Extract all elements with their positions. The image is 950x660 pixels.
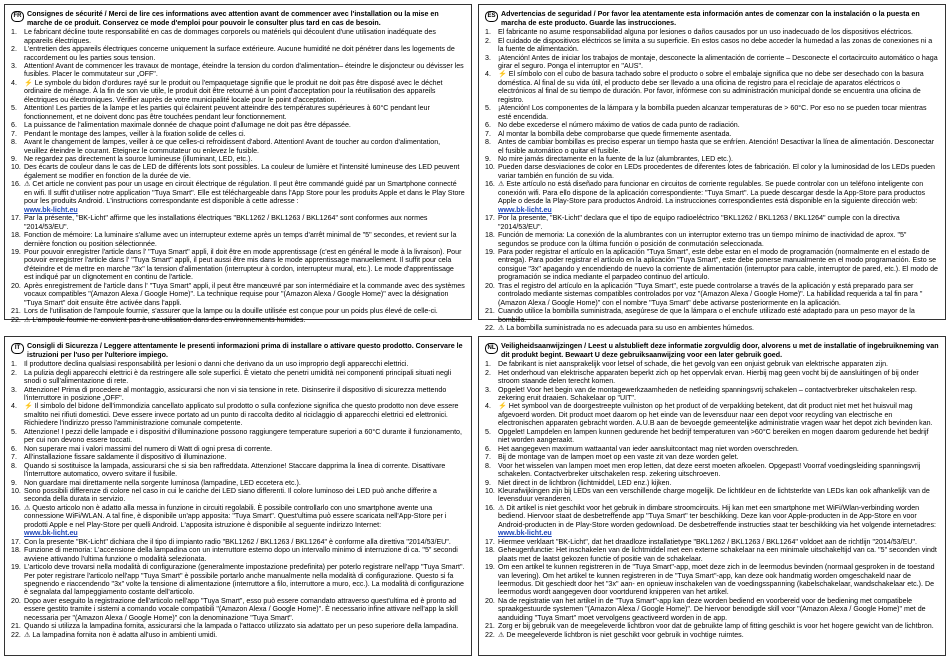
item-number: 5. (11, 427, 17, 436)
item-text (498, 54, 939, 71)
panel-header (11, 10, 465, 27)
item-number: 18. (485, 231, 495, 240)
item-text (498, 360, 939, 368)
list-item (485, 597, 939, 622)
item-text-body: Antes de cambiar bombillas es preciso esperar un tiempo hasta que se enfríen. Atención! Desactivar la línea de alimentación. Desconectar el fusible automático o quitar el fusible. (498, 138, 935, 155)
item-text-body: ¡Atención! Los componentes de la lámpara y la bombilla pueden alcanzar temperaturas de > 60°C. Por eso no se pueden tocar mientras esté encendida. (498, 104, 927, 121)
item-text-body: Tras el registro del artículo en la aplicación "Tuya Smart", este puede controlarse a través de la aplicación y está preparado para ser controlado mediante sistemas compatibles controlados por voz "(Amazon Alexa / Google Home)". La habilidad requerida a tal fin para "(Amazon Alexa / Google Home)" con el nombre "Tuya Smart" debe activarse posteriormente en la aplicación. (498, 281, 923, 307)
item-text (24, 79, 465, 104)
item-text-body: Niet direct in de lichtbron (lichtmiddel, LED enz.) kijken. (498, 478, 672, 487)
website-link[interactable]: www.bk-licht.eu (498, 205, 552, 214)
item-text (24, 62, 465, 79)
item-text-body: ⚡ Het symbool van de doorgestreepte vuilniston op het product of de verpakking betekent, dat dit product niet met het huisvuil mag afgevoerd worden. Dit product moet daarom op het einde van de levensduur naar een depot voor recycling van electrische en electronischen apparaten gebracht worden. A.U.B aan de bevoegde gemeentelijke administratie vragen waar het depot zich bevinden kan. (498, 402, 933, 428)
panel-es (478, 4, 946, 333)
list-item (485, 369, 939, 386)
item-text-body: ⚠ De meegeleverde lichtbron is niet geschikt voor gebruik in vochtige ruimtes. (498, 630, 744, 639)
list-item (11, 479, 465, 487)
item-text-body: Pendant le montage des lampes, veiller à la fixation solide de celles ci. (24, 129, 246, 138)
item-text (24, 163, 465, 180)
item-text-body: ¡Atención! Antes de iniciar los trabajos de montaje, desconecte la alimentación de corriente – Desconecte el cortacircuito automático o haga girar el seguro. Ponga el interruptor en "AUS". (498, 53, 938, 70)
item-text-body: Al montar la bombilla debe comprobarse que quede firmemente asentada. (498, 129, 732, 138)
language-badge-icon: FR (11, 11, 24, 22)
item-number: 19. (485, 563, 495, 572)
item-text (24, 45, 465, 62)
item-text (498, 402, 939, 427)
item-text (24, 504, 465, 538)
item-text (24, 428, 465, 445)
website-link[interactable]: www.bk-licht.eu (24, 205, 78, 214)
item-text-body: ⚡ El símbolo con el cubo de basura tachado sobre el producto o sobre el embalaje significa que no debe ser desechado con la basura doméstica. Al final de su vida útil, el producto debe ser llevado a una oficina de registro para el reciclaje de aparatos eléctricos o electrónicos al final de su tiempo de duración. Por favor, infórmese con su administración municipal donde se encuentra una oficina de registro. (498, 70, 924, 104)
list-item (485, 462, 939, 479)
list-item (11, 402, 465, 427)
panel-header (11, 342, 465, 359)
list-item (485, 631, 939, 639)
item-text-body: Con la presente "BK-Licht" dichiara che il tipo di impianto radio "BKL1262 / BKL1263 / BKL1264" è conforme alla direttiva "2014/53/EU". (24, 537, 451, 546)
item-text (498, 504, 939, 538)
item-number: 9. (11, 478, 17, 487)
item-text (498, 37, 939, 54)
item-text (24, 214, 465, 231)
item-number: 4. (485, 402, 491, 411)
item-number: 17. (11, 537, 21, 546)
item-text (24, 563, 465, 597)
item-number: 9. (11, 154, 17, 163)
item-text (24, 130, 465, 138)
item-number: 20. (485, 596, 495, 605)
item-text-body: Pueden darse desviaciones de color en LEDs procedentes de diferentes lotes de fabricación. El color y la luminosidad de los LEDs pueden variar también en función de su vida. (498, 163, 935, 180)
item-text (24, 282, 465, 307)
item-text-body: ⚠ La bombilla suministrada no es adecuada para su uso en ambientes húmedos. (498, 324, 754, 333)
item-text (24, 180, 465, 214)
list-item (11, 248, 465, 282)
item-number: 2. (11, 45, 17, 54)
item-text-body: Por la presente, "BK-Licht" declara que el tipo de equipo radioeléctrico "BKL1262 / BKL1263 / BKL1264" cumple con la directiva "2014/53/EU". (498, 214, 900, 231)
item-number: 17. (11, 214, 21, 223)
item-number: 22. (485, 630, 495, 639)
item-text (24, 597, 465, 622)
list-item (11, 428, 465, 445)
item-number: 19. (11, 247, 21, 256)
item-text-body: Na de registratie van het artikel in de "Tuya Smart"-app kan deze worden bediend en voorbereid voor de bediening met compatibele spraakgestuurde systemen "(Amazon Alexa / Google Home)". De hiervoor benodigde skill voor "(Amazon Alexa / Google Home)" met de aanduiding "Tuya Smart" moet vervolgens geactiveerd worden in de app. (498, 596, 926, 622)
list-item (11, 386, 465, 403)
item-text-body: ⚠ Este artículo no está diseñado para funcionar en circuitos de corriente regulables. Se puede controlar con un teléfono inteligente con conexión wifi. Para ello dispone de la aplicación correspondiente: "Tuya Smart". La puede descargar desde la App-Store para productos Apple o desde la Play-Store para productos Android. La instrucciones correspondientes está disponible en la siguiente dirección web: (498, 180, 926, 206)
item-text (498, 479, 939, 487)
list-item (11, 130, 465, 138)
item-number: 3. (11, 62, 17, 70)
list-item (485, 445, 939, 453)
list-item (485, 386, 939, 403)
list-item (11, 104, 465, 121)
item-text (498, 324, 939, 332)
item-number: 17. (485, 214, 495, 223)
item-text-body: Het onderhoud van elektrische apparaten beperkt zich op het oppervlak ervan. Hierbij mag geen vocht bij de aansluitingen of bij onder stroom staande delen terecht komen. (498, 368, 919, 386)
item-text-body: Voor het wisselen van lampen moet men erop letten, dat deze eerst moeten afkoelen. Opgepast! Voorraf voedingsleiding spanningsvrij schakelen. Contactverbreker uitschakelen resp. zekering uitschroeven. (498, 461, 921, 479)
list-item (11, 45, 465, 62)
item-text (498, 70, 939, 104)
item-text (24, 487, 465, 504)
list-item (11, 546, 465, 563)
safety-list (485, 360, 939, 639)
item-text (24, 462, 465, 479)
language-badge-icon: IT (11, 343, 24, 354)
panel-title: Consignes de sécurité / Merci de lire ces informations avec attention avant de commencer avec l'installation ou la mise en marche de ce produit. Conservez ce mode d'emploi pour pouvoir le consulter plus tard en cas de besoin. (27, 10, 439, 27)
list-item (485, 130, 939, 138)
website-link[interactable]: www.bk-licht.eu (498, 529, 552, 538)
item-text (498, 138, 939, 155)
item-number: 21. (485, 307, 495, 316)
panel-nl (478, 336, 946, 656)
item-text (24, 479, 465, 487)
item-text-body: Opgelet! Lampdelen en lampen kunnen gedurende het bedrijf temperaturen van >60°C bereiken en mogen daarom gedurende het bedrijf niet worden aangeraakt. (498, 427, 929, 445)
list-item (485, 563, 939, 597)
list-item (485, 104, 939, 121)
item-text-body: Avant le changement de lampes, veiller à ce que celles-ci refroidissent d'abord. Attention! Avant de toucher au cordon d'alimentation, veuillez éteindre le courant. Eteignez le commutateur ou enlevez le fusible. (24, 138, 441, 155)
list-item (11, 163, 465, 180)
item-number: 20. (485, 281, 495, 290)
item-text (24, 316, 465, 324)
item-text-body: ⚡ Il simbolo del bidone dell'immondizia cancellato applicato sul prodotto o sulla confezione significa che questo prodotto non deve essere smaltito nei rifiuti domestici. Deve essere invece portato ad un punto di raccolta dedito al riciclaggio di apparecchi elettrici ed elettronici. Richiedere l'indirizzo presso l'amministrazione comunale competente. (24, 402, 459, 428)
list-item (485, 163, 939, 180)
item-number: 21. (485, 622, 495, 631)
list-item (485, 622, 939, 630)
item-number: 7. (11, 129, 17, 138)
item-text-body: ⚠ Cet article ne convient pas pour un usage en circuit électrique de régulation. Il peut être commandé guidé par un Smartphone connecté en wifi. Il suffit d'utiliser notre application "Tuya Smart". Elle est téléchargeable dans l'App Store pour les produits Apple et dans le Play Store pour les produits Android. L'instructions correspondante est disponible à cette adresse : (24, 180, 465, 206)
list-item (11, 563, 465, 597)
item-number: 22. (11, 315, 21, 324)
list-item (11, 504, 465, 538)
item-number: 4. (11, 402, 17, 411)
item-text-body: No debe excederse el número máximo de vatios de cada punto de radiación. (498, 121, 740, 130)
item-text (24, 369, 465, 386)
item-text-body: ⚡ Le symbole du bidon d'ordures rayé sur le produit ou l'empaquetage signifie que le produit ne doit pas être disposé avec le déchet ordinaire de ménage. À la fin de son vie utile, le produit doit être retourné à un point d'acceptation pour la réutilisation des appareils électriques ou électroniques. Vérifier auprès de votre municipalité locale pour le point d'acceptation. (24, 78, 443, 104)
item-number: 16. (485, 180, 495, 189)
list-item (485, 155, 939, 163)
panel-title: Consigli di Sicurezza / Leggere attentamente le presenti informazioni prima di installare o attivare questo prodotto. Conservare le istruzioni per l'uso per l'ulteriore impiego. (27, 342, 463, 359)
list-item (11, 453, 465, 461)
item-text (24, 386, 465, 403)
safety-list (11, 28, 465, 324)
list-item (11, 282, 465, 307)
item-number: 21. (11, 622, 21, 631)
item-number: 3. (11, 385, 17, 394)
item-text-body: Pour pouvoir enregistrer l'article dans l' "Tuya Smart" appli, il doit être en mode apprentissage (c'est en général le mode à la livraison). Pour pouvoir enregistrer l'article dans l' "Tuya Smart" appli, il peut aussi être mis dans le mode apprentissage manuellement. Il suffit pour cela d'éteindre et de mettre en marche "3x" la tension d'alimentation (interrupteur à cordon, interrupteur mural, etc.). Le mode d'apprentissage est indiqué par un clignotement en continu de l'article. (24, 247, 462, 282)
item-number: 2. (11, 368, 17, 377)
item-text (498, 248, 939, 282)
item-text-body: Non guardare mai direttamente nella sorgente luminosa (lampadine, LED eccetera etc.). (24, 478, 301, 487)
item-number: 10. (11, 163, 21, 172)
item-number: 4. (11, 78, 17, 87)
item-number: 9. (485, 478, 491, 487)
list-item (11, 180, 465, 214)
item-text-body: El fabricante no asume responsabilidad alguna por lesiones o daños causados por un uso inadecuado de los dispositivos eléctricos. (498, 28, 913, 37)
item-text-body: ⚠ Dit artikel is niet geschikt voor het gebruik in dimbare stroomcircuits. Hij kan met een smartphone met WiFi/Wlan-verbinding worden bediend. Hiervoor staat de desbetreffende app "Tuya Smart" ter beschikking. Deze kan voor Apple-producten in de App-Store en voor Android-producten in de Play-Store worden gedownload. De desbetreffende instructies staat ter beschikking via het volgende internetadres: (498, 503, 936, 529)
item-text (498, 121, 939, 129)
item-text (498, 28, 939, 36)
item-text (498, 130, 939, 138)
item-text (24, 622, 465, 630)
item-text (24, 155, 465, 163)
list-item (485, 54, 939, 71)
list-item (11, 597, 465, 622)
list-item (485, 248, 939, 282)
item-text (498, 428, 939, 445)
item-text-body: El cuidado de dispositivos eléctricos se limita a su superficie. En estos casos no debe acceder la humedad a las zonas de conexiones ni a la fuente de alimentación. (498, 36, 933, 54)
item-number: 9. (485, 154, 491, 163)
item-text-body: Quando si utilizza la lampadina fornita, assicurarsi che la lampada o l'attacco utilizzato sia adattato per un peso superiore della lampadina. (24, 622, 459, 631)
item-text (24, 445, 465, 453)
item-number: 16. (11, 503, 21, 512)
item-number: 1. (11, 360, 17, 369)
item-text (498, 155, 939, 163)
item-text-body: Zorg er bij gebruik van de meegeleverde lichtbron voor dat de gebruikte lamp of fitting geschikt is voor het hogere gewicht van de lichtbron. (498, 622, 934, 631)
list-item (11, 622, 465, 630)
item-text (24, 453, 465, 461)
list-item (485, 70, 939, 104)
item-number: 19. (11, 563, 21, 572)
website-link[interactable]: www.bk-licht.eu (24, 529, 78, 538)
item-text-body: Cuando utilice la bombilla suministrada, asegúrese de que la lámpara o el enchufe utilizado esté adaptado para un peso mayor de la bombilla. (498, 307, 915, 324)
list-item (485, 324, 939, 332)
item-text (24, 231, 465, 248)
item-number: 20. (11, 281, 21, 290)
panel-header (485, 10, 939, 27)
list-item (485, 453, 939, 461)
item-text (498, 163, 939, 180)
item-text-body: Para poder registrar el artículo en la aplicación "Tuya Smart", este debe estar en el modo de programación (normalmente en el estado de entrega). Para poder registrar el artículo en la aplicación "Tuya Smart", este debe ponerse manualmente en el modo programación. Esto se consigue "3x" apagando y encendiendo de nuevo la corriente de alimentación (interruptor para cable, interruptor de pared, etc.). El modo de programación se indica mediante el parpadeo continuo del artículo. (498, 247, 938, 282)
item-text-body: Función de memoria: La conexión de la alumbrantes con un interruptor externo tras un tiempo mínimo de inactividad de aprox. "5" segundos se produce con la última función o posición de conmutación seleccionada. (498, 231, 907, 248)
list-item (485, 138, 939, 155)
item-text (498, 282, 939, 307)
item-number: 6. (11, 444, 17, 453)
item-number: 3. (485, 53, 491, 62)
item-number: 5. (485, 104, 491, 113)
item-text (498, 180, 939, 214)
item-number: 18. (11, 231, 21, 240)
list-item (11, 214, 465, 231)
item-text-body: La puissance de l'alimentation maximale donnée de chaque point d'allumage ne doit pas être dépassée. (24, 121, 351, 130)
item-text-body: Quando si sostituisce la lampada, assicurarsi che si sia ben raffreddata. Attenzione! Staccare dapprima la linea di corrente. Disattivare l'interruttore automatico, ovvero svitare il fusibile. (24, 461, 446, 479)
item-text (498, 538, 939, 546)
list-item (485, 180, 939, 214)
item-text (24, 546, 465, 563)
list-item (485, 121, 939, 129)
item-text-body: Des écarts de couleur dans le cas de LED de différents lots sont possibles. La couleur de lumière et l'intensité lumineuse des LED peuvent également se modifier en fonction de la durée de vie. (24, 163, 460, 180)
item-text-body: Opgelet! Voor het begin van de montagewerkzaamheden de netleiding spanningsvrij schakelen – contactverbreker uitschakelen resp. zekering eruit draaien. Schakelaar op "UIT". (498, 385, 917, 402)
list-item (485, 538, 939, 546)
item-number: 1. (485, 28, 491, 37)
item-number: 16. (485, 503, 495, 512)
item-text (498, 622, 939, 630)
list-item (485, 487, 939, 504)
panel-title: Advertencias de seguridad / Por favor lea atentamente esta información antes de comenzar con la instalación o la puesta en marcha de este producto. Guarde las instrucciones. (501, 10, 920, 27)
item-number: 5. (485, 427, 491, 436)
item-text (498, 487, 939, 504)
list-item (485, 402, 939, 427)
item-text-body: Kleurafwijkingen zijn bij LEDs van een verschillende charge mogelijk. De lichtkleur en de lichtsterkte van LEDs kan ook afhankelijk van de levensduur veranderen. (498, 486, 930, 504)
item-number: 1. (11, 28, 17, 37)
language-badge-icon: NL (485, 343, 498, 354)
item-text-body: La pulizia degli apparecchi elettrici è da restringere alle sole superfici. È vietato che penetri umidità nei componenti principali situati negli snodi o sull'alimentazione di rete. (24, 368, 452, 386)
item-text-body: Attention! Avant de commencer les travaux de montage, éteindre la tension du cordon d'alimentation– éteindre le disjoncteur ou dévisser les fusibles. Placer le commutateur sur „OFF". (24, 62, 464, 79)
item-number: 22. (11, 630, 21, 639)
list-item (11, 369, 465, 386)
item-text (498, 445, 939, 453)
item-number: 10. (11, 486, 21, 495)
item-text-body: ⚠ L'ampoule fournie ne convient pas à une utilisation dans des environnements humides. (24, 315, 306, 324)
safety-list (11, 360, 465, 639)
list-item (485, 214, 939, 231)
item-number: 6. (485, 444, 491, 453)
item-text-body: Bij de montage van de lampen moet op een vaste zit van deze worden gelet. (498, 453, 739, 462)
item-text-body: Attenzione! I pezzi delle lampade e i dispositivi d'illuminazione possono raggiungere temperature superiori a 60°C durante il funzionamento, per cui non devono essere toccati. (24, 427, 462, 445)
item-number: 1. (485, 360, 491, 369)
list-item (11, 121, 465, 129)
item-number: 21. (11, 307, 21, 316)
list-item (11, 445, 465, 453)
item-text (24, 121, 465, 129)
list-item (11, 360, 465, 368)
list-item (485, 307, 939, 324)
list-item (11, 62, 465, 79)
item-text (498, 104, 939, 121)
list-item (485, 282, 939, 307)
item-text-body: De fabrikant is niet aansprakelijk voor letsel of schade, die het gevolg van een onjuist gebruik van elektrische apparaten zijn. (498, 360, 888, 369)
list-item (485, 360, 939, 368)
item-text-body: Après enregistrement de l'article dans l' "Tuya Smart" appli, il peut être manœuvré par son intermédiaire et la commande avec des systèmes vocaux compatibles "(Amazon Alexa / Google Home)". La technique requise pour "(Amazon Alexa / Google Home)" avec la désignation "Tuya Smart" doit ensuite être activée dans l'appli. (24, 281, 465, 307)
list-item (11, 28, 465, 45)
item-text-body: ⚠ La lampadina fornita non è adatta all'uso in ambienti umidi. (24, 630, 218, 639)
list-item (485, 28, 939, 36)
item-text (498, 462, 939, 479)
item-number: 5. (11, 104, 17, 113)
list-item (11, 155, 465, 163)
item-text (24, 248, 465, 282)
item-text-body: Il produttore declina qualsiasi responsabilità per lesioni o danni che derivano da un uso improprio degli apparecchi elettrici. (24, 360, 409, 369)
list-item (485, 428, 939, 445)
item-text-body: ⚠ Questo articolo non è adatto alla messa in funzione in circuiti regolabili. È possibile controllarlo con uno smartphone avente una connessione WiFi/WLAN. A tal fine, è disponibile un'app apposita: "Tuya Smart". Quest'ultima può essere scaricata nell'App-Store per i prodotti Apple e nel Play-Store per quelli Android. L'apposita istruzione è disponibile al seguente indirizzo Internet: (24, 503, 447, 529)
item-text (498, 563, 939, 597)
item-number: 8. (11, 461, 17, 470)
item-text-body: Hiermee verklaart "BK-Licht", dat het draadloze installatietype "BKL1262 / BKL1263 / BKL1264" voldoet aan de richtlijn "2014/53/EU". (498, 537, 917, 546)
item-text-body: All'installazione fissare saldamente il dispositivo di illuminazione. (24, 453, 227, 462)
item-text-body: Attention! Les parties de la lampe et les parties qui éclairent peuvent atteindre des températures supérieures à 60°C pendant leur fonctionnement, et ne doivent donc pas être touchées pendant leur fonctionnement. (24, 104, 430, 121)
item-text-body: L'entretien des appareils électriques concerne uniquement la surface extérieure. Aucune humidité ne doit pénétrer dans les logements de raccordement ou les parties sous tension. (24, 45, 455, 62)
item-text (24, 360, 465, 368)
item-text (498, 631, 939, 639)
item-text-body: Attenzione! Prima di procedere al montaggio, assicurarsi che non vi sia tensione in rete. Disinserire il dispositivo di sicurezza mettendo l'interruttore in posizione „OFF". (24, 385, 447, 402)
item-number: 16. (11, 180, 21, 189)
item-text-body: No mire jamás directamente en la fuente de la luz (alumbrantes, LED etc.). (498, 154, 733, 163)
panel-title: Veiligheidsaanwijzingen / Leest u alstublieft deze informatie zorgvuldig door, alvorens u met de installatie of ingebruikneming van dit produkt begint. Bewaart U deze gebruiksaanwijzing voor een later gebruik goed. (501, 342, 939, 359)
item-text (24, 138, 465, 155)
item-number: 19. (485, 247, 495, 256)
list-item (11, 631, 465, 639)
item-number: 10. (485, 163, 495, 172)
item-text (498, 231, 939, 248)
item-number: 2. (485, 368, 491, 377)
item-text-body: Fonction de mémoire: La luminaire s'allume avec un interrupteur externe après un temps d'arrêt minimal de "5" secondes, et revient sur la dernière fonction ou position sélectionnée. (24, 231, 457, 248)
item-number: 8. (485, 138, 491, 147)
list-item (11, 487, 465, 504)
item-number: 7. (485, 129, 491, 138)
item-text (24, 538, 465, 546)
list-item (11, 316, 465, 324)
item-number: 8. (485, 461, 491, 470)
item-text (24, 631, 465, 639)
item-text-body: Geheugenfunctie: Het inschakelen van de lichtmiddel met een externe schakelaar na een minimale uitschakeltijd van ca. "5" seconden vindt plaats met de laatst gekozen functie of positie van de schakelaar. (498, 546, 937, 563)
item-number: 3. (485, 385, 491, 394)
list-item (485, 546, 939, 563)
item-text (498, 597, 939, 622)
item-text-body: Funzione di memoria: L'accensione della lampadina con un interruttore esterno dopo un intervallo minimo di interruzione di ca. "5" secondi avviene attivando l'ultima funzione o modalità selezionata. (24, 546, 458, 563)
item-text (498, 307, 939, 324)
item-number: 18. (485, 546, 495, 555)
item-number: 20. (11, 596, 21, 605)
item-text-body: Het aangegeven maximum wattaantal van ieder aansluitcontact mag niet worden overschreden. (498, 444, 799, 453)
item-number: 7. (485, 453, 491, 462)
item-number: 6. (11, 121, 17, 130)
list-item (485, 231, 939, 248)
panel-header (485, 342, 939, 359)
item-text-body: Dopo aver eseguito la registrazione dell'articolo nell'app "Tuya Smart", esso può essere comandato attraverso quest'ultima ed è pronto ad essere gestito tramite i sistemi a comando vocale compatibili "(Amazon Alexa / Google Home)". È necessario infine attivare nell'app la skill necessaria per "(Amazon Alexa / Google Home)" con la denominazione "Tuya Smart". (24, 596, 458, 622)
item-number: 4. (485, 70, 491, 79)
list-item (485, 37, 939, 54)
panel-it (4, 336, 472, 656)
language-badge-icon: ES (485, 11, 498, 22)
list-item (11, 231, 465, 248)
item-text-body: Par la présente, "BK-Licht" affirme que les installations électriques "BKL1262 / BKL1263 / BKL1264" sont conformes aux normes "2014/53/EU". (24, 214, 428, 231)
item-text (498, 214, 939, 231)
item-number: 22. (485, 324, 495, 333)
item-text (498, 453, 939, 461)
item-text-body: Ne regardez pas directement la source lumineuse (illuminant, LED, etc.). (24, 154, 253, 163)
item-number: 18. (11, 546, 21, 555)
list-item (11, 307, 465, 315)
list-item (11, 462, 465, 479)
list-item (485, 479, 939, 487)
item-number: 2. (485, 36, 491, 45)
item-text-body: Non superare mai i valori massimi del numero di Watt di ogni presa di corrente. (24, 444, 273, 453)
item-text (498, 546, 939, 563)
list-item (11, 79, 465, 104)
item-number: 10. (485, 486, 495, 495)
list-item (485, 504, 939, 538)
item-text-body: Lors de l'utilisation de l'ampoule fournie, s'assurer que la lampe ou la douille utilisée est conçue pour un poids plus élevé de celle-ci. (24, 307, 438, 316)
item-text (498, 369, 939, 386)
list-item (11, 538, 465, 546)
item-text-body: Om een artikel te kunnen registreren in de "Tuya Smart"-app, moet deze zich in de leermodus bevinden (normaal gesproken in de toestand van levering). Om het artikel te kunnen registreren in de "Tuya Smart"-app, kan deze ook handmatig worden omgeschakeld naar de leermodus. Dit geschiedt door het "3x" aan- en opnieuw inschakelen van de voedingsspanning (kabelschakelaar, wandschakelaar etc.). De leermodus wordt aangegeven door voortdurend knipperen van het artikel. (498, 563, 935, 597)
item-text (24, 28, 465, 45)
safety-list (485, 28, 939, 332)
item-text (24, 104, 465, 121)
item-text (24, 307, 465, 315)
item-text-body: Sono possibili differenze di colore nel caso in cui le cariche dei LED siano differenti. Il colore luminoso dei LED può anche differire a seconda della durata in servizio. (24, 486, 437, 504)
list-item (11, 138, 465, 155)
item-text-body: L'articolo deve trovarsi nella modalità di configurazione (generalmente impostazione predefinita) per poterlo registrare nell'app "Tuya Smart". Per poter registrare l'articolo nell'app "Tuya Smart" è possibile portarlo anche manualmente nella modalità di configurazione. Questo si fa spegnendo e riaccendendo "3x" volte la tensione di alimentazione (interruttore a filo, interruttore a muro, ecc.). La modalità di configurazione è segnalata dal lampeggiamento costante dell'articolo. (24, 563, 465, 597)
item-number: 7. (11, 453, 17, 462)
item-number: 8. (11, 138, 17, 147)
item-text (24, 402, 465, 427)
item-text-body: Le fabricant décline toute responsabilité en cas de dommages corporels ou matériels qui découlent d'une utilisation inadéquate des appareils électriques. (24, 28, 436, 45)
item-text (498, 386, 939, 403)
item-number: 17. (485, 537, 495, 546)
item-number: 6. (485, 121, 491, 130)
panel-fr (4, 4, 472, 324)
